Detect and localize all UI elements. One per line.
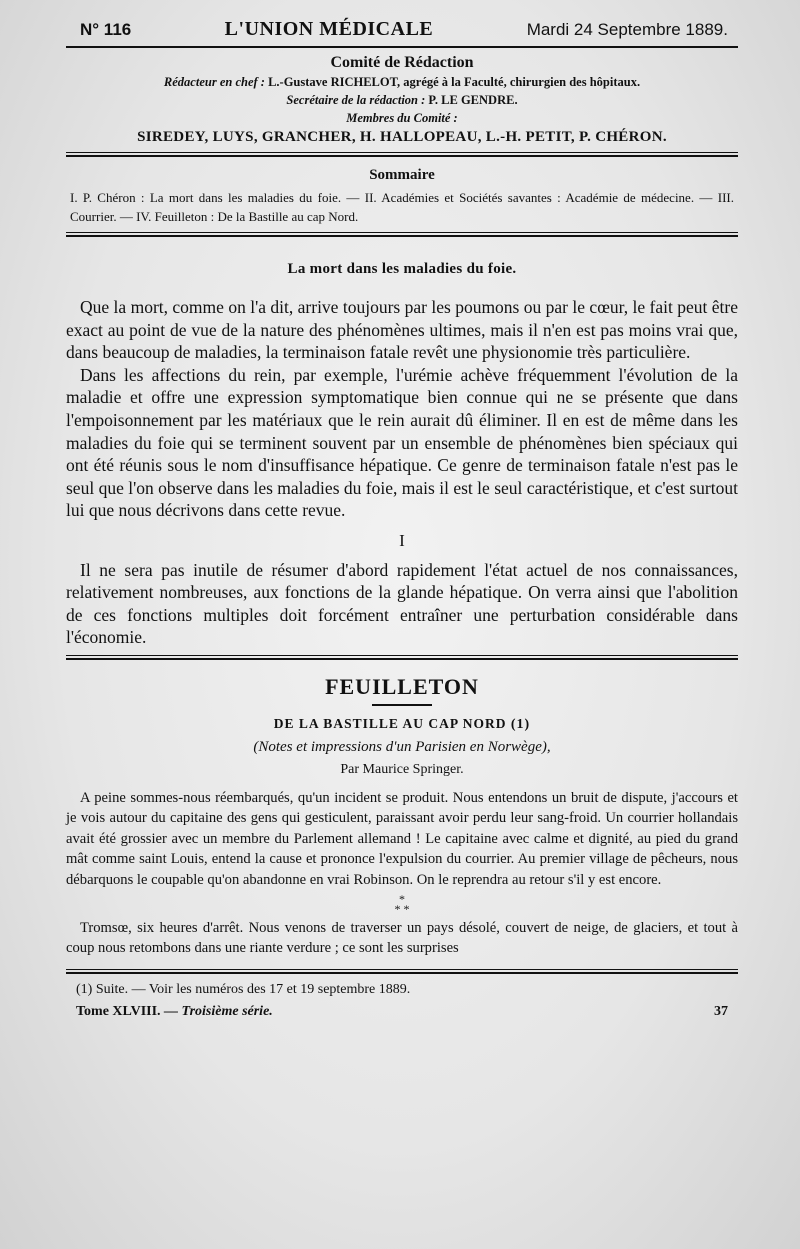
feuilleton-rule <box>66 655 738 660</box>
feuilleton-paragraph-2: Tromsœ, six heures d'arrêt. Nous venons de traverser un pays désolé, couvert de neige, de glaciers, et tout à coup nous retombons dans une riante verdure ; ce sont les surprises <box>66 919 738 957</box>
committee-rule <box>66 152 738 157</box>
committee-title: Comité de Rédaction <box>330 54 474 71</box>
sommaire-title: Sommaire <box>369 167 435 183</box>
section-number: I <box>399 530 405 550</box>
members-label: Membres du Comité : <box>346 111 458 125</box>
chief-label: Rédacteur en chef : <box>163 75 265 89</box>
sommaire-text: I. P. Chéron : La mort dans les maladies du foie. — II. Académies et Sociétés savantes : Académie de médecine. — III. Courrier. — IV. Feuilleton : De la Bastille au cap Nord. <box>70 190 734 224</box>
feuilleton-header <box>66 674 738 778</box>
volume-series: Tome XLVIII. — Troisième série. <box>76 1003 273 1019</box>
committee-block <box>66 54 738 146</box>
masthead-rule <box>66 46 738 48</box>
sommaire-block <box>66 167 738 226</box>
feuilleton-subtitle: DE LA BASTILLE AU CAP NORD (1) <box>273 715 531 732</box>
feuilleton-title: FEUILLETON <box>325 673 479 699</box>
footnote-rule <box>66 969 738 974</box>
article-title: La mort dans les maladies du foie. <box>287 261 517 277</box>
masthead <box>80 18 738 41</box>
page-footer <box>76 1004 728 1020</box>
article-paragraph-1: Que la mort, comme on l'a dit, arrive toujours par les poumons ou par le cœur, le fait peut être exact au point de vue de la nature des phénomènes ultimes, mais il n'en est pas moins vrai que, dans beaucoup de maladies, la terminaison fatale revêt une physionomie très particulière. <box>66 297 738 363</box>
feuilleton-paragraph-1: A peine sommes-nous réembarqués, qu'un incident se produit. Nous entendons un bruit de dispute, j'accours et je vois autour du capitaine des gens qui gesticulent, paraissant avoir perdu leur sang-froid. Un courrier hollandais avait été grossier avec un membre du Parlement allemand ! Le capitaine avec calme et dignité, au pied du grand mât comme saint Louis, entend la cause et prononce l'expulsion du courrier. Au premier village de pêcheurs, nous débarquons le coupable qu'on abandonne en vrai Robinson. On le reprendra au retour s'il y est encore. <box>66 789 738 888</box>
journal-title: L'UNION MÉDICALE <box>224 18 434 40</box>
secretary-label: Secrétaire de la rédaction : <box>286 93 426 107</box>
feuilleton-notes: (Notes et impressions d'un Parisien en Norwège), <box>253 738 551 755</box>
asterism: * * * <box>394 891 410 916</box>
feuilleton-body <box>66 788 738 959</box>
page-number: 37 <box>714 1003 728 1019</box>
secretary-line <box>66 93 738 108</box>
issue-number: N° 116 <box>80 20 132 39</box>
chief-name: L.-Gustave RICHELOT, agrégé à la Faculté, chirurgien des hôpitaux. <box>268 75 641 89</box>
article-paragraph-2: Dans les affections du rein, par exemple, l'urémie achève fréquemment l'évolution de la maladie et offre une expression symptomatique bien connue qui ne se présente que dans l'empoisonnement par les matériaux que le rein aurait dû éliminer. Il en est de même dans les maladies du foie qui se terminent souvent par un ensemble de phénomènes bien spéciaux qui ont été réunis sous le nom d'insuffisance hépatique. Ce genre de terminaison fatale n'est pas le seul que l'on observe dans les maladies du foie, mais il est le seul caractéristique, et c'est surtout lui que nous décrivons dans cette revue. <box>66 364 738 521</box>
members-list: SIREDEY, LUYS, GRANCHER, H. HALLOPEAU, L.-H. PETIT, P. CHÉRON. <box>137 129 667 145</box>
feuilleton-author: Par Maurice Springer. <box>340 761 464 777</box>
sommaire-rule <box>66 232 738 237</box>
issue-date: Mardi 24 Septembre 1889. <box>526 20 728 39</box>
secretary-name: P. LE GENDRE. <box>428 93 518 107</box>
chief-line <box>66 75 738 90</box>
section-paragraph-1: Il ne sera pas inutile de résumer d'abord rapidement l'état actuel de nos connaissances, relativement nombreuses, aux fonctions de la glande hépatique. On verra ainsi que l'abolition de ces fonctions multiples doit forcément entraîner une perturbation considérable dans l'économie. <box>66 559 738 648</box>
footnote: (1) Suite. — Voir les numéros des 17 et 19 septembre 1889. <box>76 981 411 997</box>
feuilleton-short-rule <box>372 704 432 706</box>
article-body <box>66 296 738 649</box>
footnote-ref: (1) <box>510 716 531 732</box>
